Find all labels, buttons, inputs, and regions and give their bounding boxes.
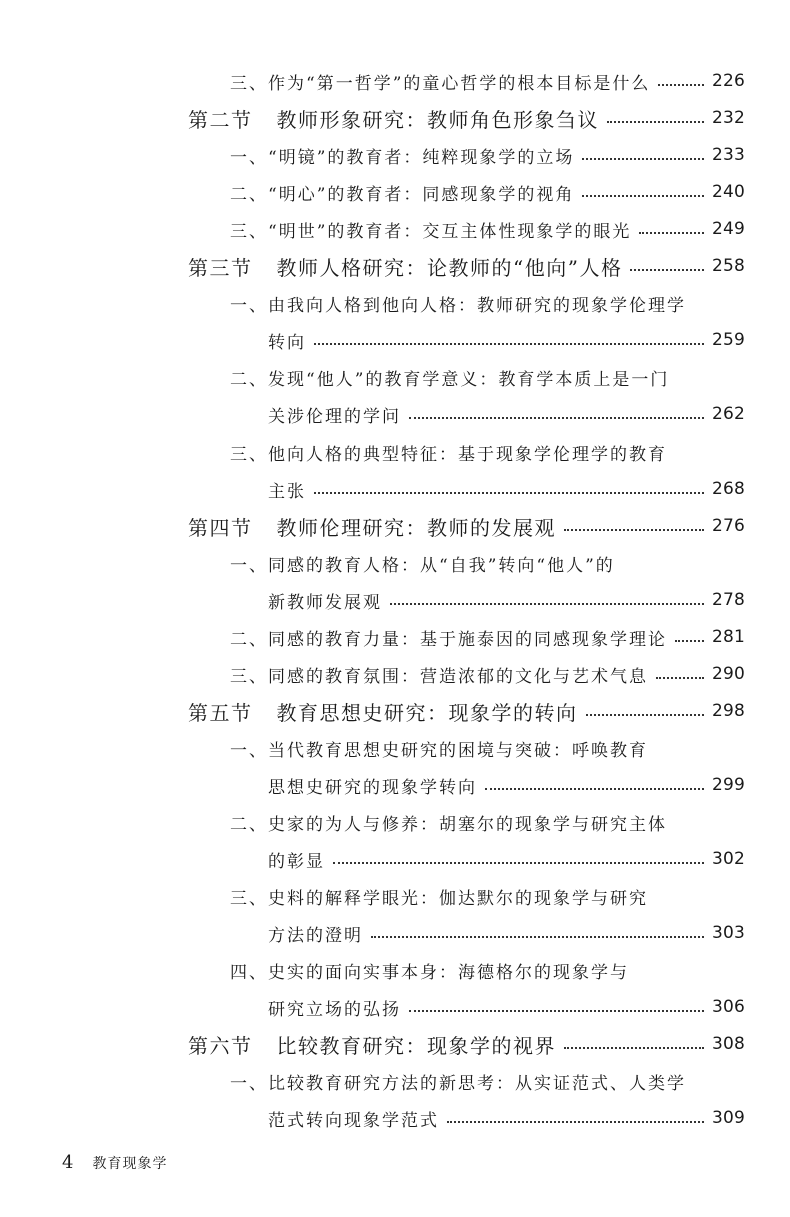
page-ref: 303 bbox=[711, 923, 745, 943]
toc-item-row bbox=[230, 437, 745, 467]
section-number: 第二节 bbox=[188, 107, 253, 132]
dot-leader bbox=[658, 83, 704, 86]
toc-entry-title: 一、同感的教育人格：从“自我”转向“他人”的 bbox=[230, 555, 615, 576]
section-title: 教育思想史研究：现象学的转向 bbox=[276, 700, 578, 725]
toc-entry-title bbox=[188, 697, 578, 726]
page-footer bbox=[62, 1152, 168, 1173]
toc-entry-title: 关涉伦理的学问 bbox=[268, 406, 401, 427]
toc-item-row bbox=[230, 1066, 745, 1096]
toc-section-row bbox=[188, 251, 745, 281]
toc-entry-title: 范式转向现象学范式 bbox=[268, 1110, 439, 1131]
toc-entry-title: 研究立场的弘扬 bbox=[268, 999, 401, 1020]
dot-leader bbox=[675, 639, 704, 642]
page-number: 4 bbox=[62, 1152, 74, 1173]
section-title: 教师形象研究：教师角色形象刍议 bbox=[276, 107, 599, 132]
toc-item-row bbox=[230, 622, 745, 652]
page-ref: 232 bbox=[711, 108, 745, 128]
section-title: 比较教育研究：现象学的视界 bbox=[276, 1033, 556, 1058]
page-ref: 298 bbox=[711, 701, 745, 721]
page-ref: 240 bbox=[711, 182, 745, 202]
toc-item-row bbox=[230, 807, 745, 837]
toc-entry-title: 二、“明心”的教育者：同感现象学的视角 bbox=[230, 184, 575, 205]
dot-leader bbox=[447, 1120, 704, 1123]
page-ref: 299 bbox=[711, 775, 745, 795]
page-ref: 233 bbox=[711, 145, 745, 165]
page-ref: 259 bbox=[711, 330, 745, 350]
section-number: 第五节 bbox=[188, 700, 253, 725]
dot-leader bbox=[409, 1009, 704, 1012]
dot-leader bbox=[485, 787, 704, 790]
toc-entry-title: 二、发现“他人”的教育学意义：教育学本质上是一门 bbox=[230, 369, 670, 390]
toc-entry-title: 三、他向人格的典型特征：基于现象学伦理学的教育 bbox=[230, 444, 667, 465]
toc-item-continuation bbox=[268, 399, 745, 429]
toc-item-row bbox=[230, 140, 745, 170]
page-ref: 302 bbox=[711, 849, 745, 869]
toc-section-row bbox=[188, 696, 745, 726]
dot-leader bbox=[390, 602, 704, 605]
toc-entry-title: 二、同感的教育力量：基于施泰因的同感现象学理论 bbox=[230, 629, 667, 650]
toc-entry-title: 一、比较教育研究方法的新思考：从实证范式、人类学 bbox=[230, 1073, 686, 1094]
toc-entry-title: 思想史研究的现象学转向 bbox=[268, 777, 477, 798]
toc-entry-title: 四、史实的面向实事本身：海德格尔的现象学与 bbox=[230, 962, 629, 983]
toc-entry-title: 转向 bbox=[268, 332, 306, 353]
toc-entry-title: 三、史料的解释学眼光：伽达默尔的现象学与研究 bbox=[230, 888, 648, 909]
toc-entry-title: 三、“明世”的教育者：交互主体性现象学的眼光 bbox=[230, 221, 632, 242]
section-title: 教师人格研究：论教师的“他向”人格 bbox=[276, 255, 623, 280]
dot-leader bbox=[564, 528, 704, 531]
dot-leader bbox=[656, 676, 704, 679]
dot-leader bbox=[582, 157, 704, 160]
page-ref: 308 bbox=[711, 1034, 745, 1054]
toc-entry-title: 一、由我向人格到他向人格：教师研究的现象学伦理学 bbox=[230, 295, 686, 316]
toc-section-row bbox=[188, 103, 745, 133]
page-ref: 258 bbox=[711, 256, 745, 276]
toc-item-row bbox=[230, 733, 745, 763]
toc-item-row bbox=[230, 288, 745, 318]
toc-item-continuation bbox=[268, 844, 745, 874]
dot-leader bbox=[409, 416, 704, 419]
toc-item-continuation bbox=[268, 474, 745, 504]
toc-item-continuation bbox=[268, 918, 745, 948]
dot-leader bbox=[582, 194, 704, 197]
toc-item-continuation bbox=[268, 770, 745, 800]
dot-leader bbox=[314, 342, 704, 345]
toc-entry-title bbox=[188, 104, 599, 133]
section-number: 第四节 bbox=[188, 515, 253, 540]
toc-item-continuation bbox=[268, 585, 745, 615]
toc-item-row bbox=[230, 881, 745, 911]
toc-entry-title: 新教师发展观 bbox=[268, 592, 382, 613]
toc-item-row bbox=[230, 659, 745, 689]
page-ref: 290 bbox=[711, 664, 745, 684]
dot-leader bbox=[639, 231, 704, 234]
toc-entry-title: 一、当代教育思想史研究的困境与突破：呼唤教育 bbox=[230, 740, 648, 761]
toc-item-row bbox=[230, 955, 745, 985]
toc-item-row bbox=[230, 66, 745, 96]
page-ref: 281 bbox=[711, 627, 745, 647]
dot-leader bbox=[564, 1046, 704, 1049]
section-number: 第三节 bbox=[188, 255, 253, 280]
toc-item-continuation bbox=[268, 1103, 745, 1133]
toc-entry-title: 的彰显 bbox=[268, 851, 325, 872]
page-ref: 306 bbox=[711, 997, 745, 1017]
toc-item-continuation bbox=[268, 992, 745, 1022]
page-ref: 268 bbox=[711, 479, 745, 499]
book-title: 教育现象学 bbox=[92, 1156, 168, 1172]
page-ref: 276 bbox=[711, 516, 745, 536]
page-ref: 249 bbox=[711, 219, 745, 239]
dot-leader bbox=[314, 491, 704, 494]
dot-leader bbox=[333, 861, 704, 864]
page-ref: 309 bbox=[711, 1108, 745, 1128]
dot-leader bbox=[630, 268, 703, 271]
toc-section-row bbox=[188, 511, 745, 541]
dot-leader bbox=[371, 935, 704, 938]
toc-entry-title bbox=[188, 512, 556, 541]
toc-entry-title bbox=[188, 252, 622, 281]
toc-item-continuation bbox=[268, 325, 745, 355]
toc-section-row bbox=[188, 1029, 745, 1059]
toc-entry-title bbox=[188, 1030, 556, 1059]
toc-entry-title: 主张 bbox=[268, 481, 306, 502]
toc-entry-title: 方法的澄明 bbox=[268, 925, 363, 946]
toc-entry-title: 三、同感的教育氛围：营造浓郁的文化与艺术气息 bbox=[230, 666, 648, 687]
toc-entry-title: 二、史家的为人与修养：胡塞尔的现象学与研究主体 bbox=[230, 814, 667, 835]
toc-entry-title: 三、作为“第一哲学”的童心哲学的根本目标是什么 bbox=[230, 73, 651, 94]
dot-leader bbox=[586, 713, 704, 716]
toc-item-row bbox=[230, 548, 745, 578]
dot-leader bbox=[607, 120, 704, 123]
page-ref: 262 bbox=[711, 404, 745, 424]
toc-item-row bbox=[230, 214, 745, 244]
section-number: 第六节 bbox=[188, 1033, 253, 1058]
page-ref: 226 bbox=[711, 71, 745, 91]
toc-entry-title: 一、“明镜”的教育者：纯粹现象学的立场 bbox=[230, 147, 575, 168]
section-title: 教师伦理研究：教师的发展观 bbox=[276, 515, 556, 540]
toc-item-row bbox=[230, 177, 745, 207]
page-ref: 278 bbox=[711, 590, 745, 610]
toc-item-row bbox=[230, 362, 745, 392]
